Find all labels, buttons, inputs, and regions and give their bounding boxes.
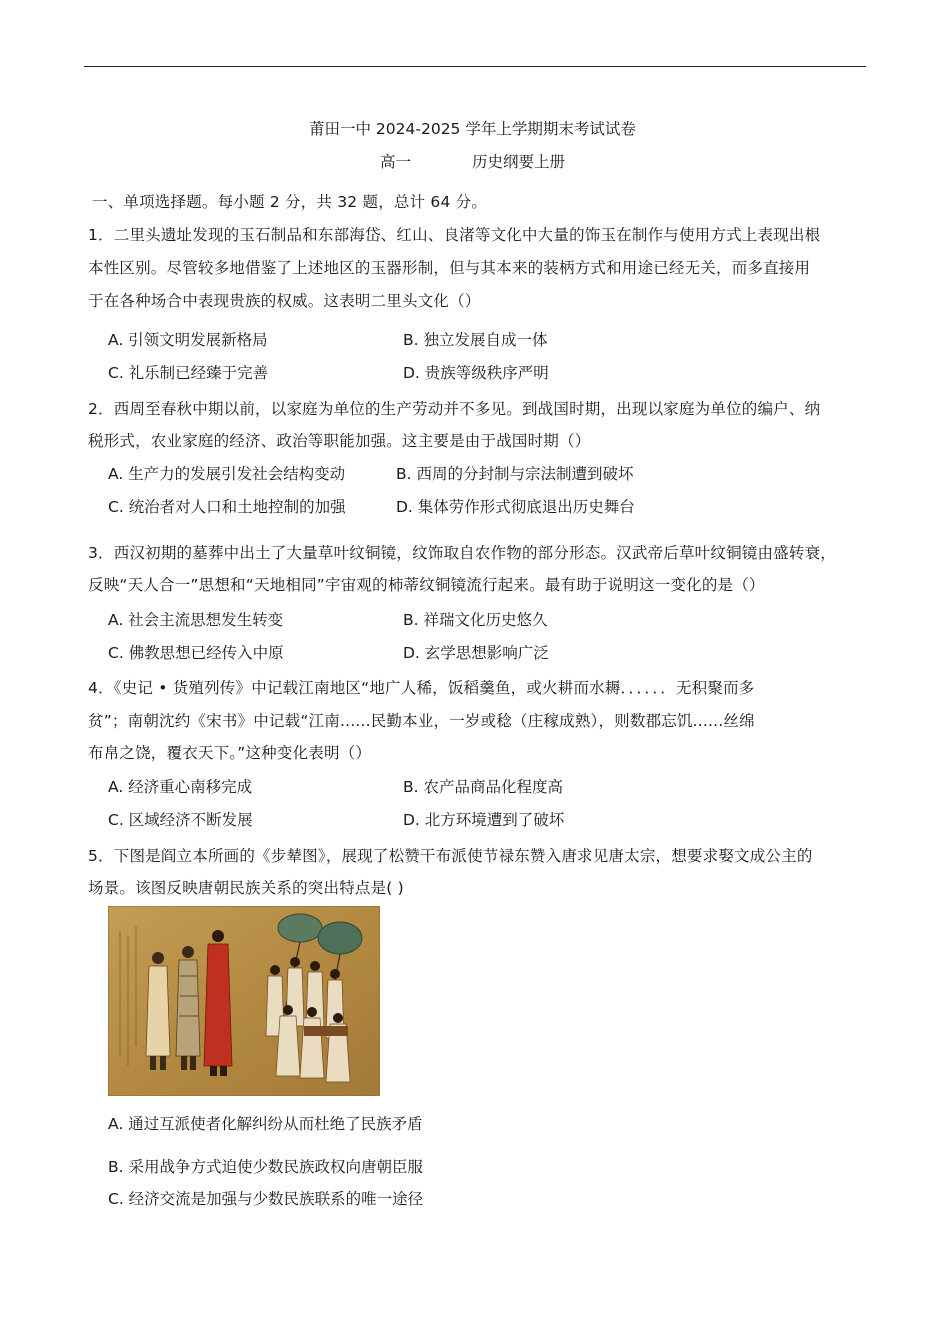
- question-text: 税形式，农业家庭的经济、政治等职能加强。这主要是由于战国时期（）: [88, 432, 591, 450]
- question-text: 1．二里头遗址发现的玉石制品和东部海岱、红山、良渚等文化中大量的饰玉在制作与使用方式上表现出根: [88, 226, 821, 244]
- option-b: B. 西周的分封制与宗法制遭到破坏: [396, 465, 634, 483]
- option-b: B. 祥瑞文化历史悠久: [403, 611, 548, 629]
- option-c: C. 区域经济不断发展: [108, 811, 253, 829]
- question-text: 3．西汉初期的墓葬中出土了大量草叶纹铜镜，纹饰取自农作物的部分形态。汉武帝后草叶纹铜镜由盛转衰，: [88, 544, 836, 562]
- option-a: A. 生产力的发展引发社会结构变动: [108, 465, 346, 483]
- option-d: D. 玄学思想影响广泛: [403, 644, 549, 662]
- option-b: B. 独立发展自成一体: [403, 331, 548, 349]
- exam-title: 莆田一中 2024-2025 学年上学期期末考试试卷: [309, 120, 636, 138]
- option-a: A. 社会主流思想发生转变: [108, 611, 284, 629]
- question-text: 反映“天人合一”思想和“天地相同”宇宙观的柿蒂纹铜镜流行起来。最有助于说明这一变化的是（）: [88, 576, 765, 594]
- option-c: C. 佛教思想已经传入中原: [108, 644, 284, 662]
- option-a: A. 经济重心南移完成: [108, 778, 253, 796]
- option-d: D. 集体劳作形式彻底退出历史舞台: [396, 498, 635, 516]
- question-text: 本性区别。尽管较多地借鉴了上述地区的玉器形制，但与其本来的装柄方式和用途已经无关，而多直接用: [88, 259, 811, 277]
- question-text: 于在各种场合中表现贵族的权威。这表明二里头文化（）: [88, 292, 481, 310]
- option-c: C. 礼乐制已经臻于完善: [108, 364, 269, 382]
- grade-label: 高一: [380, 153, 412, 171]
- question-text: 2．西周至春秋中期以前，以家庭为单位的生产劳动并不多见。到战国时期，出现以家庭为单位的编户、纳: [88, 400, 821, 418]
- option-b: B. 采用战争方式迫使少数民族政权向唐朝臣服: [108, 1158, 423, 1176]
- subject-label: 历史纲要上册: [472, 153, 566, 171]
- question-text: 4．《史记 • 货殖列传》中记载江南地区“地广人稀，饭稻羹鱼，或火耕而水耨．．．．．．无积聚而多: [88, 679, 755, 697]
- question-text: 布帛之饶，覆衣天下。”这种变化表明（）: [88, 744, 372, 762]
- option-c: C. 统治者对人口和土地控制的加强: [108, 498, 346, 516]
- option-a: A. 引领文明发展新格局: [108, 331, 268, 349]
- option-d: D. 北方环境遭到了破坏: [403, 811, 565, 829]
- option-a: A. 通过互派使者化解纠纷从而杜绝了民族矛盾: [108, 1115, 423, 1133]
- bunian-tu-painting: [108, 906, 380, 1096]
- option-d: D. 贵族等级秩序严明: [403, 364, 549, 382]
- option-b: B. 农产品商品化程度高: [403, 778, 563, 796]
- question-text: 贫”；南朝沈约《宋书》中记载“江南......民勤本业，一岁或稔（庄稼成熟），则数郡忘饥......丝绵: [88, 712, 755, 730]
- top-rule: [84, 66, 866, 67]
- question-text: 5．下图是阎立本所画的《步辇图》，展现了松赞干布派使节禄东赞入唐求见唐太宗，想要求娶文成公主的: [88, 847, 813, 865]
- question-text: 场景。该图反映唐朝民族关系的突出特点是( ): [88, 879, 404, 897]
- option-c: C. 经济交流是加强与少数民族联系的唯一途径: [108, 1190, 424, 1208]
- section-heading: 一、单项选择题。每小题 2 分，共 32 题，总计 64 分。: [92, 193, 488, 211]
